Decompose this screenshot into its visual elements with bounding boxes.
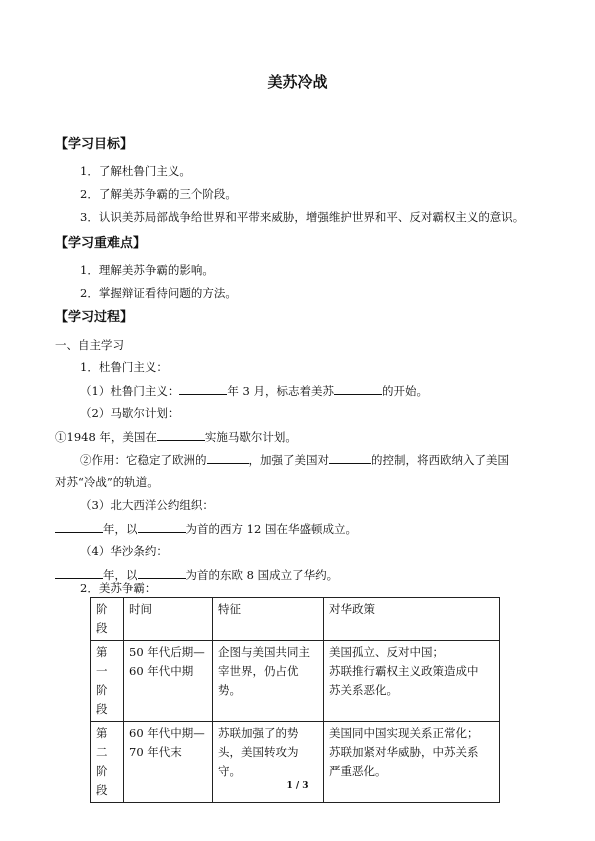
table-row bbox=[91, 641, 500, 722]
fill-blank[interactable] bbox=[329, 451, 371, 464]
nato-title: （3）北大西洋公约组织： bbox=[80, 498, 214, 512]
feature-text: 企图与美国共同主 bbox=[218, 645, 310, 659]
feature-text: 苏联加强了的势 bbox=[218, 726, 299, 740]
truman-text-a: （1）杜鲁门主义： bbox=[80, 384, 180, 398]
feature-text: 头，美国转攻为 bbox=[218, 745, 299, 759]
stage-text: 阶段 bbox=[96, 683, 108, 716]
nato-text-a: 年，以 bbox=[103, 522, 138, 536]
marshall2-text-b: ，加强了美国对 bbox=[248, 453, 329, 467]
feature-text: 势。 bbox=[218, 683, 241, 697]
marshall2-text-c: 的控制，将西欧纳入了美国 bbox=[371, 453, 509, 467]
stage-text: 第一 bbox=[96, 645, 108, 678]
marshall-line-1 bbox=[55, 428, 297, 445]
fill-blank[interactable] bbox=[179, 382, 227, 395]
goal-item-2: 2．了解美苏争霸的三个阶段。 bbox=[80, 187, 237, 201]
time-text: 60 年代中期 bbox=[129, 664, 194, 678]
page-title: 美苏冷战 bbox=[267, 73, 328, 91]
time-cell bbox=[124, 641, 213, 722]
policy-text: 苏关系恶化。 bbox=[329, 683, 398, 697]
truman-text-b: 年 3 月，标志着美苏 bbox=[227, 384, 334, 398]
section-self-study: 一、自主学习 bbox=[55, 338, 124, 352]
page-number: 1 / 3 bbox=[286, 781, 309, 791]
truman-line bbox=[80, 382, 428, 399]
policy-text: 苏联推行霸权主义政策造成中 bbox=[329, 664, 479, 678]
policy-cell bbox=[324, 641, 500, 722]
policy-text: 苏联加紧对华威胁，中苏关系 bbox=[329, 745, 479, 759]
feature-text: 宰世界，仍占优 bbox=[218, 664, 299, 678]
fill-blank[interactable] bbox=[157, 428, 205, 441]
marshall1-text-a: ①1948 年，美国在 bbox=[55, 430, 157, 444]
fill-blank[interactable] bbox=[138, 566, 186, 579]
feature-cell bbox=[213, 641, 324, 722]
nato-line bbox=[55, 520, 357, 537]
feature-text: 守。 bbox=[218, 764, 241, 778]
truman-text-c: 的开始。 bbox=[381, 384, 428, 398]
stage-text: 阶段 bbox=[96, 764, 108, 797]
time-text: 60 年代中期— bbox=[129, 726, 205, 740]
header-policy: 对华政策 bbox=[324, 598, 500, 641]
rivalry-table bbox=[90, 597, 500, 803]
warsaw-text-a: 年，以 bbox=[103, 568, 138, 582]
difficulty-item-1: 1．理解美苏争霸的影响。 bbox=[80, 263, 214, 277]
goal-item-1: 1．了解杜鲁门主义。 bbox=[80, 164, 191, 178]
nato-text-b: 为首的西方 12 国在华盛顿成立。 bbox=[185, 522, 357, 536]
marshall2-text-a: ②作用：它稳定了欧洲的 bbox=[80, 453, 207, 467]
warsaw-text-b: 为首的东欧 8 国成立了华约。 bbox=[185, 568, 339, 582]
header-stage: 阶段 bbox=[91, 598, 124, 641]
fill-blank[interactable] bbox=[207, 451, 249, 464]
process-heading: 【学习过程】 bbox=[55, 310, 134, 325]
policy-text: 严重恶化。 bbox=[329, 764, 387, 778]
stage-cell bbox=[91, 641, 124, 722]
item-us-soviet-rivalry: 2．美苏争霸： bbox=[80, 581, 157, 595]
marshall-title: （2）马歇尔计划： bbox=[80, 406, 180, 420]
fill-blank[interactable] bbox=[138, 520, 186, 533]
policy-text: 美国同中国实现关系正常化； bbox=[329, 726, 479, 740]
marshall-line-2-cont: 对苏“冷战”的轨道。 bbox=[55, 475, 159, 489]
warsaw-title: （4）华沙条约： bbox=[80, 544, 168, 558]
fill-blank[interactable] bbox=[55, 566, 103, 579]
policy-text: 美国孤立、反对中国； bbox=[329, 645, 444, 659]
difficulty-item-2: 2．掌握辩证看待问题的方法。 bbox=[80, 286, 237, 300]
marshall1-text-b: 实施马歇尔计划。 bbox=[204, 430, 297, 444]
goal-item-3: 3．认识美苏局部战争给世界和平带来威胁，增强维护世界和平、反对霸权主义的意识。 bbox=[80, 210, 525, 224]
header-time: 时间 bbox=[124, 598, 213, 641]
time-text: 50 年代后期— bbox=[129, 645, 205, 659]
stage-text: 第二 bbox=[96, 726, 108, 759]
item-truman-doctrine: 1．杜鲁门主义： bbox=[80, 360, 168, 374]
goals-heading: 【学习目标】 bbox=[55, 137, 134, 152]
difficulties-heading: 【学习重难点】 bbox=[55, 236, 147, 251]
fill-blank[interactable] bbox=[334, 382, 382, 395]
table-header-row bbox=[91, 598, 500, 641]
header-feature: 特征 bbox=[213, 598, 324, 641]
fill-blank[interactable] bbox=[55, 520, 103, 533]
marshall-line-2 bbox=[80, 451, 509, 468]
time-text: 70 年代末 bbox=[129, 745, 182, 759]
